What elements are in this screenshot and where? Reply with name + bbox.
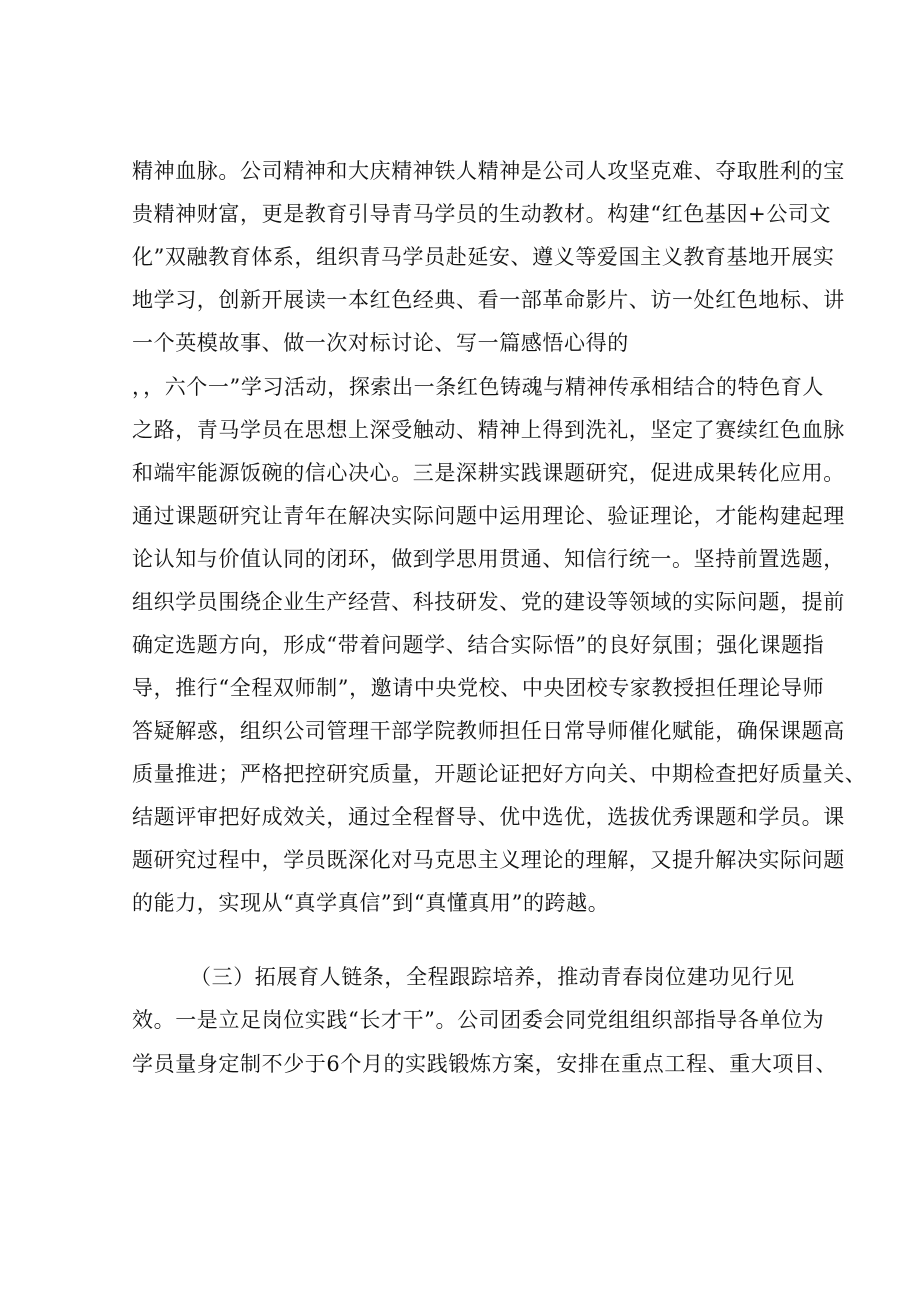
body-text-line: 之路，青马学员在思想上深受触动、精神上得到洗礼，坚定了赛续红色血脉	[132, 418, 845, 442]
body-text-line: 答疑解惑，组织公司管理干部学院教师担任日常导师催化赋能，确保课题高	[132, 719, 845, 743]
body-text-line: 化”双融教育体系，组织青马学员赴延安、遵义等爱国主义教育基地开展实	[132, 245, 835, 269]
body-text-line: 地学习，创新开展读一本红色经典、看一部革命影片、访一处红色地标、讲	[132, 288, 845, 312]
body-text-line: 一个英模故事、做一次对标讨论、写一篇感悟心得的	[132, 331, 629, 355]
body-text-line: 论认知与价值认同的闭环，做到学思用贯通、知信行统一。坚持前置选题，	[132, 547, 845, 571]
body-text-line: 质量推进；严格把控研究质量，开题论证把好方向关、中期检查把好质量关、	[132, 762, 867, 786]
body-text-line: 贵精神财富，更是教育引导青马学员的生动教材。构建“红色基因+公司文	[132, 202, 832, 226]
body-text-line: 通过课题研究让青年在解决实际问题中运用理论、验证理论，才能构建起理	[132, 504, 845, 528]
section-heading-line: （三）拓展育人链条，全程跟踪培养，推动青春岗位建功见行见	[190, 965, 795, 989]
body-text-line: 的能力，实现从“真学真信”到“真懂真用”的跨越。	[132, 891, 610, 915]
body-text-line: 精神血脉。公司精神和大庆精神铁人精神是公司人攻坚克难、夺取胜利的宝	[132, 159, 845, 183]
body-text-line: 组织学员围绕企业生产经营、科技研发、党的建设等领域的实际问题，提前	[132, 590, 845, 614]
body-text-line: 确定选题方向，形成“带着问题学、结合实际悟”的良好氛围；强化课题指	[132, 633, 825, 657]
body-text-line: 学员量身定制不少于6个月的实践锻炼方案，安排在重点工程、重大项目、	[132, 1052, 838, 1076]
body-text-line: 结题评审把好成效关，通过全程督导、优中选优，选拔优秀课题和学员。课	[132, 805, 845, 829]
body-text-line: ，，六个一”学习活动，探索出一条红色铸魂与精神传承相结合的特色育人	[132, 375, 825, 399]
body-text-line: 导，推行“全程双师制”，邀请中央党校、中央团校专家教授担任理论导师	[132, 676, 825, 700]
body-text-line: 和端牢能源饭碗的信心决心。三是深耕实践课题研究，促进成果转化应用。	[132, 461, 845, 485]
body-text-line: 题研究过程中，学员既深化对马克思主义理论的理解，又提升解决实际问题	[132, 848, 845, 872]
body-text-line: 效。一是立足岗位实践“长才干”。公司团委会同党组组织部指导各单位为	[132, 1008, 825, 1032]
